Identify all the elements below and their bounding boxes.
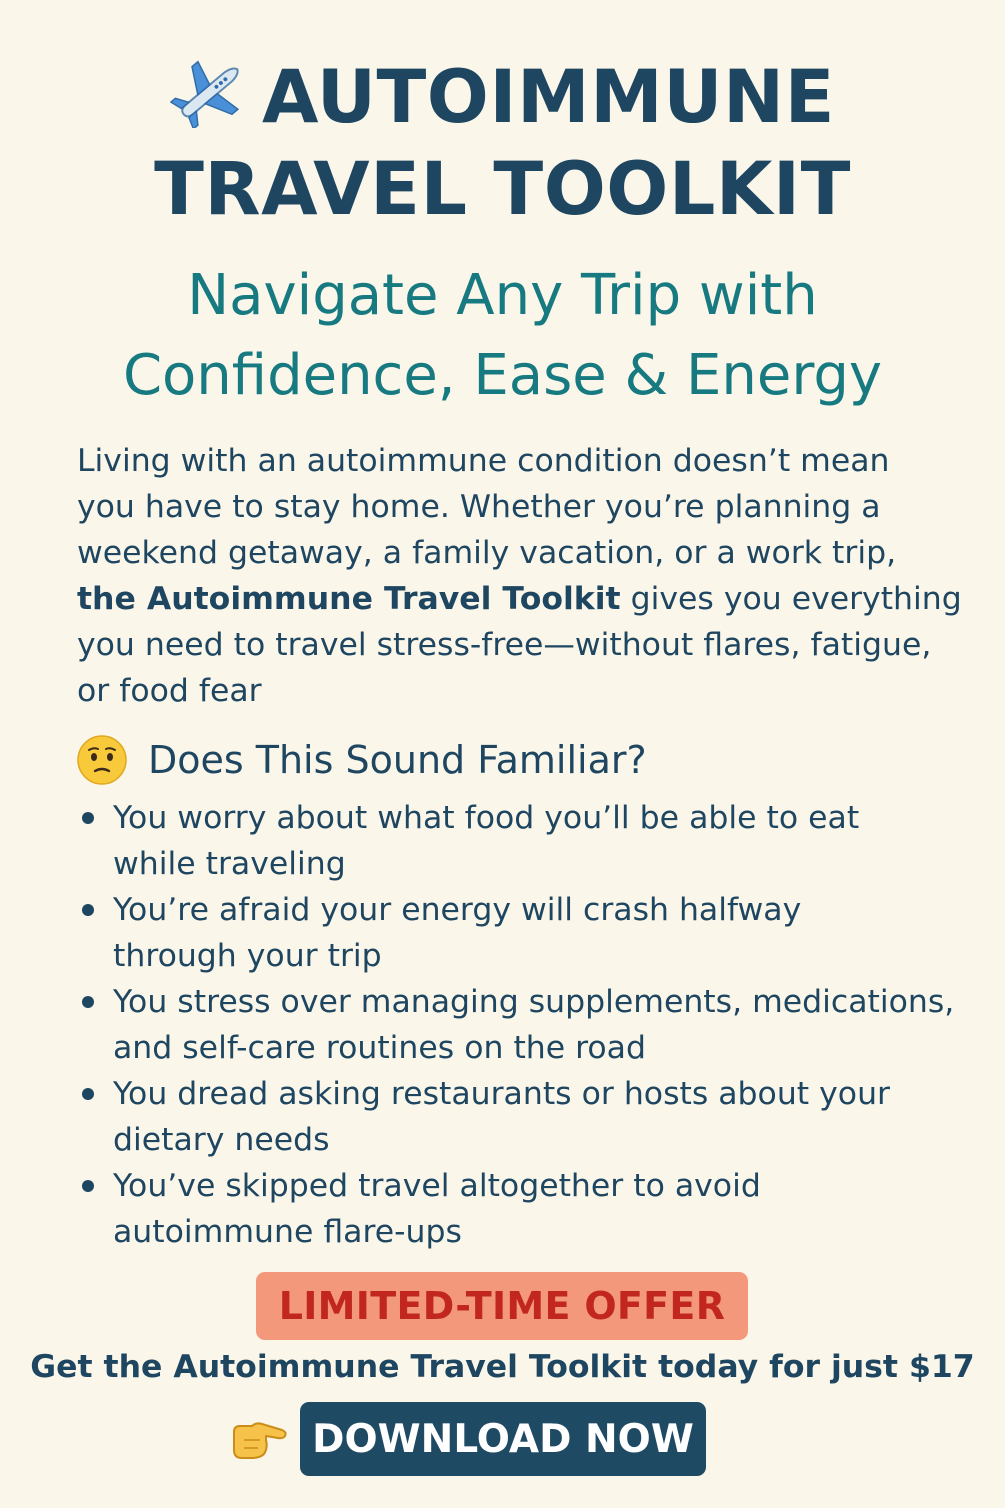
intro-line-5: you need to travel stress-free—without flares, fatigue, [77, 627, 932, 663]
list-item-line: You’re afraid your energy will crash halfway [113, 892, 802, 928]
bullet-dot [82, 812, 94, 824]
list-item-line: while traveling [113, 846, 346, 882]
list-item [80, 1163, 980, 1255]
limited-offer-badge: LIMITED-TIME OFFER [256, 1272, 748, 1340]
intro-line-4-rest: gives you everything [620, 581, 962, 617]
title-line-2: TRAVEL TOOLKIT [154, 147, 851, 232]
download-now-button[interactable]: DOWNLOAD NOW [300, 1402, 706, 1476]
list-item [80, 887, 980, 979]
list-item [80, 1071, 980, 1163]
title-text-1: AUTOIMMUNE [261, 55, 836, 140]
list-item-line: and self-care routines on the road [113, 1030, 646, 1066]
bullet-dot [82, 904, 94, 916]
pointing-hand-icon [230, 1418, 288, 1462]
list-item-line: You dread asking restaurants or hosts about your [113, 1076, 890, 1112]
list-item [80, 979, 980, 1071]
page-title [0, 52, 1005, 236]
airplane-icon [170, 58, 248, 128]
subtitle-line-1: Navigate Any Trip with [187, 263, 818, 328]
bullet-dot [82, 1180, 94, 1192]
intro-line-1: Living with an autoimmune condition doesn’t mean [77, 443, 890, 479]
concern-list [80, 795, 980, 1255]
section-heading-text: Does This Sound Familiar? [148, 738, 647, 782]
list-item-line: You’ve skipped travel altogether to avoid [113, 1168, 761, 1204]
intro-line-2: you have to stay home. Whether you’re planning a [77, 489, 881, 525]
subtitle-line-2: Confidence, Ease & Energy [122, 343, 883, 408]
list-item-line: through your trip [113, 938, 382, 974]
bullet-dot [82, 1088, 94, 1100]
worried-face-icon [76, 734, 128, 786]
subtitle [0, 256, 1005, 416]
list-item-line: You worry about what food you’ll be able to eat [113, 800, 860, 836]
intro-product-name: the Autoimmune Travel Toolkit [77, 581, 621, 617]
intro-line-4 [77, 576, 977, 622]
title-line-1 [0, 52, 1005, 144]
intro-line-3: weekend getaway, a family vacation, or a work trip, [77, 535, 897, 571]
list-item-line: autoimmune flare-ups [113, 1214, 462, 1250]
intro-paragraph [77, 438, 977, 714]
list-item-line: dietary needs [113, 1122, 330, 1158]
list-item [80, 795, 980, 887]
intro-line-6: or food fear [77, 673, 262, 709]
section-heading [76, 730, 647, 790]
bullet-dot [82, 996, 94, 1008]
list-item-line: You stress over managing supplements, medications, [113, 984, 955, 1020]
price-text: Get the Autoimmune Travel Toolkit today for just $17 [30, 1349, 975, 1385]
